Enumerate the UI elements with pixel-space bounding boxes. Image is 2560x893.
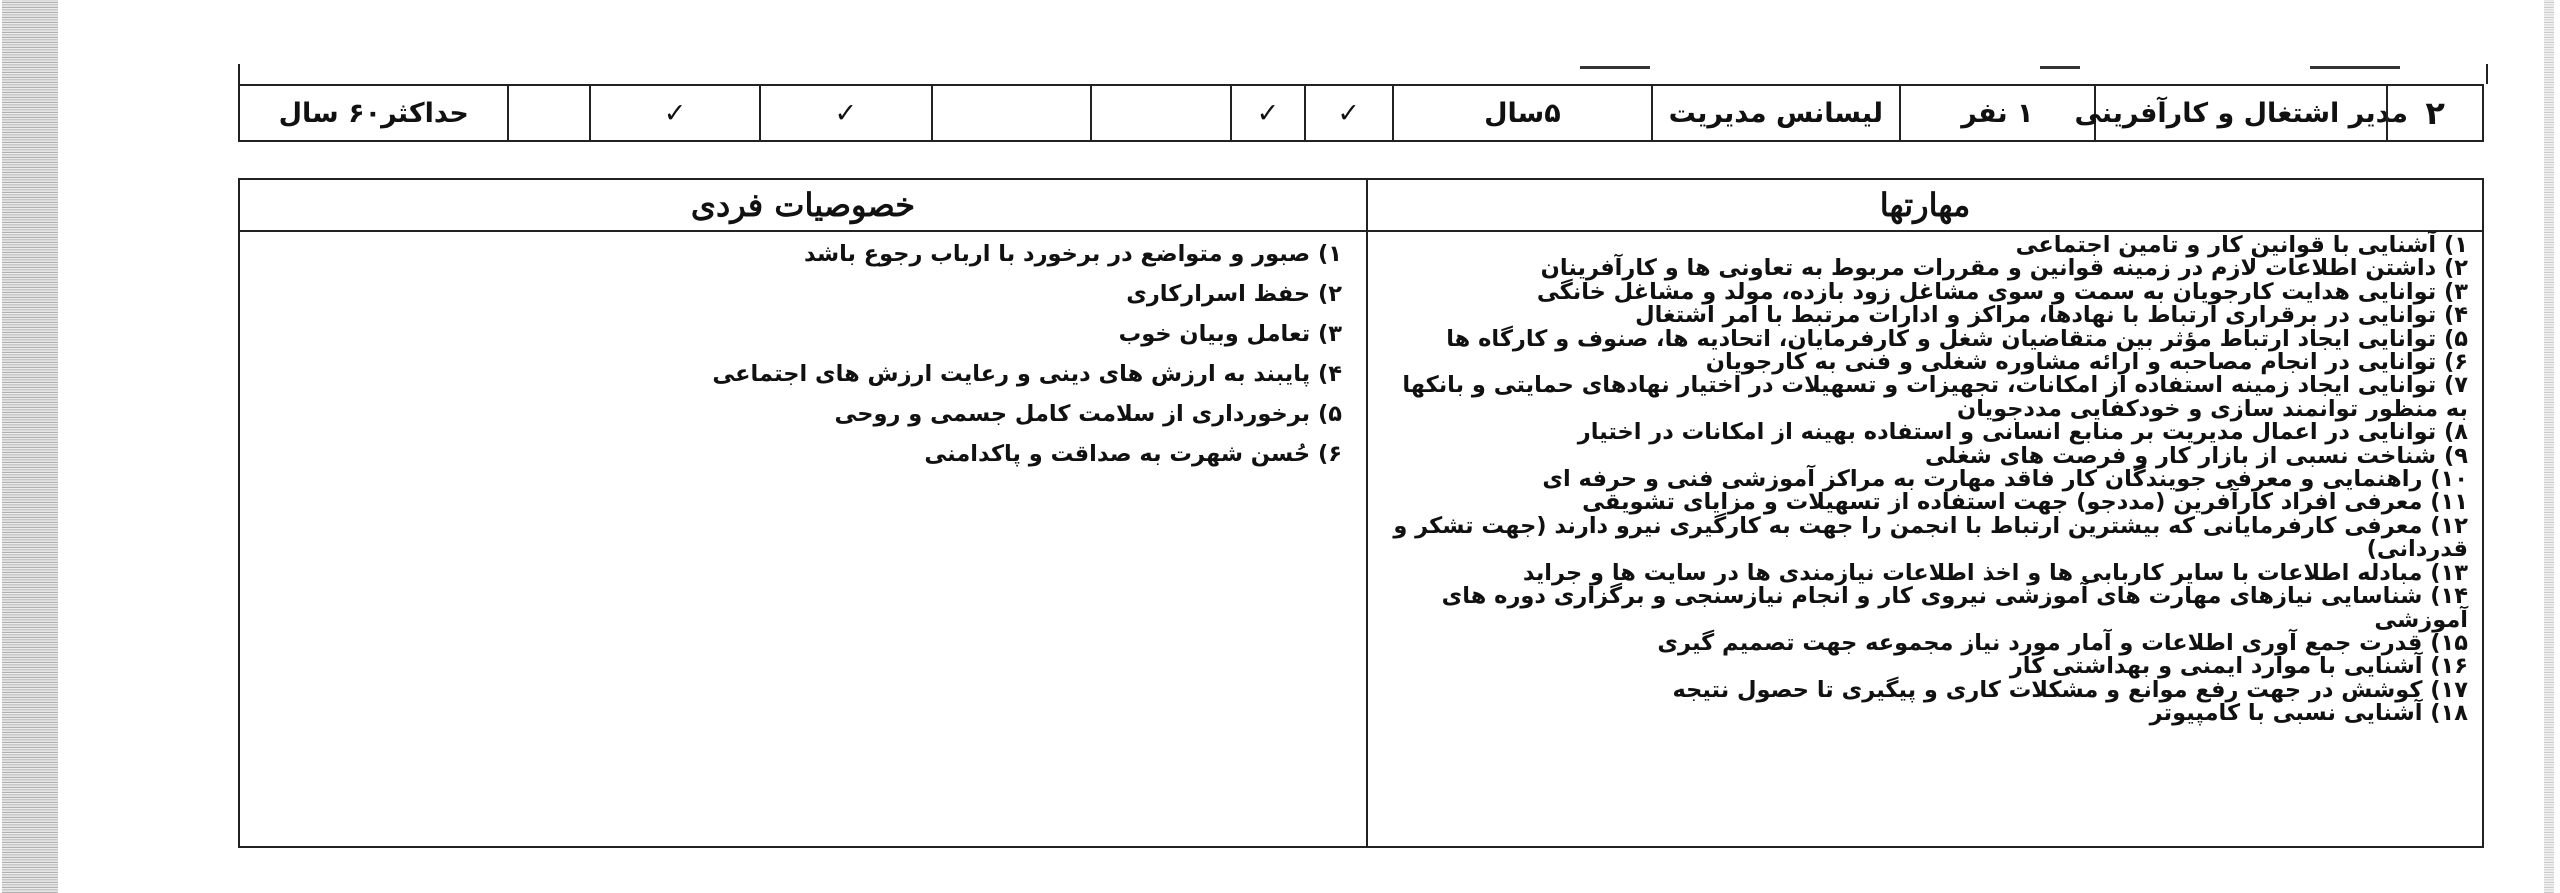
check-mark-icon: ✓ xyxy=(1304,86,1392,140)
list-item: ۳) توانایی هدایت کارجویان به سمت و سوی مشاغل زود بازده، مولد و مشاغل خانگی xyxy=(1536,278,2468,305)
list-item: ۱۱) معرفی افراد کارآفرین (مددجو) جهت استفاده از تسهیلات و مزایای تشویقی xyxy=(1582,489,2468,516)
list-item: ۶) حُسن شهرت به صداقت و پاکدامنی xyxy=(924,441,1342,467)
list-item: ۸) توانایی در اعمال مدیریت بر منابع انسانی و استفاده بهینه از امکانات در اختیار xyxy=(1577,419,2468,446)
cropped-previous-row xyxy=(238,64,2488,84)
column-divider xyxy=(1366,180,1368,846)
list-item: ۱۰) راهنمایی و معرفی جویندگان کار فاقد مهارت به مراکز آموزشی فنی و حرفه ای xyxy=(1542,466,2468,493)
list-item: ۱) صبور و متواضع در برخورد با ارباب رجوع باشد xyxy=(803,241,1342,267)
age-limit: حداکثر۶۰ سال xyxy=(278,97,469,129)
list-item: ۵) برخورداری از سلامت کامل جسمی و روحی xyxy=(834,401,1342,427)
skills-list xyxy=(1380,234,2468,726)
row-number: ۲ xyxy=(2386,86,2482,140)
list-item: ۴) توانایی در برقراری ارتباط با نهادها، مراکز و ادارات مرتبط با امر اشتغال xyxy=(1635,302,2468,329)
list-item: ۲) داشتن اطلاعات لازم در زمینه قوانین و مقررات مربوط به تعاونی ها و کارآفرینان xyxy=(1540,255,2468,282)
list-item: ۵) توانایی ایجاد ارتباط مؤثر بین متقاضیان شغل و کارفرمایان، اتحادیه ها، صنوف و کارگاه ها xyxy=(1446,325,2468,352)
empty-cell xyxy=(931,86,1091,140)
list-item: ۱) آشنایی با قوانین کار و تامین اجتماعی xyxy=(2015,232,2468,258)
list-item: ۹) شناخت نسبی از بازار کار و فرصت های شغلی xyxy=(1925,442,2468,469)
list-item: ۱۳) مبادله اطلاعات با سایر کاربابی ها و اخذ اطلاعات نیازمندی ها در سایت ها و جراید xyxy=(1522,559,2468,586)
scan-edge-noise xyxy=(2,0,58,893)
list-item: ۱۸) آشنایی نسبی با کامپیوتر xyxy=(2149,700,2468,727)
list-item: ۷) توانایی ایجاد زمینه استفاده از امکانات، تجهیزات و تسهیلات در اختیار نهادهای حمایتی و بانکها به منظور توانمند سازی و خودکفایی مددجویان xyxy=(1402,372,2468,422)
skills-traits-table xyxy=(238,178,2484,848)
job-title: مدیر اشتغال و کارآفرینی xyxy=(2094,86,2386,140)
education: لیسانس مدیریت xyxy=(1651,86,1898,140)
list-item: ۶) توانایی در انجام مصاحبه و ارائه مشاوره شغلی و فنی به کارجویان xyxy=(1705,349,2468,376)
list-item: ۱۶) آشنایی با موارد ایمنی و بهداشتی کار xyxy=(2009,653,2468,680)
check-mark-icon: ✓ xyxy=(759,86,931,140)
cropped-text-fragment xyxy=(2040,66,2080,69)
list-item: ۱۷) کوشش در جهت رفع موانع و مشکلات کاری و پیگیری تا حصول نتیجه xyxy=(1672,676,2468,703)
personal-traits-header: خصوصیات فردی xyxy=(690,186,916,224)
list-item: ۱۵) قدرت جمع آوری اطلاعات و آمار مورد نیاز مجموعه جهت تصمیم گیری xyxy=(1657,629,2468,656)
empty-cell xyxy=(1090,86,1230,140)
list-item: ۱۲) معرفی کارفرمایانی که بیشترین ارتباط با انجمن را جهت به کارگیری نیرو دارند (جهت تشکر و قدردانی) xyxy=(1393,512,2468,563)
personal-traits-list xyxy=(254,234,1342,474)
list-item: ۱۴) شناسایی نیازهای مهارت های آموزشی نیروی کار و انجام نیازسنجی و برگزاری دوره های آموزشی xyxy=(1441,583,2468,633)
empty-cell xyxy=(507,86,589,140)
headcount: ۱ نفر xyxy=(1899,86,2095,140)
list-item: ۴) پایبند به ارزش های دینی و رعایت ارزش های اجتماعی xyxy=(712,361,1342,387)
scan-edge-noise-right xyxy=(2544,0,2554,893)
experience: ۵سال xyxy=(1392,86,1651,140)
check-mark-icon: ✓ xyxy=(589,86,759,140)
check-mark-icon: ✓ xyxy=(1230,86,1304,140)
list-item: ۲) حفظ اسرارکاری xyxy=(1126,281,1342,307)
cropped-text-fragment xyxy=(2310,66,2400,69)
table-header-row xyxy=(240,180,2482,232)
cropped-text-fragment xyxy=(1580,66,1650,69)
job-row xyxy=(238,84,2484,142)
skills-header: مهارتها xyxy=(1879,186,1971,224)
list-item: ۳) تعامل وبیان خوب xyxy=(1118,321,1342,347)
